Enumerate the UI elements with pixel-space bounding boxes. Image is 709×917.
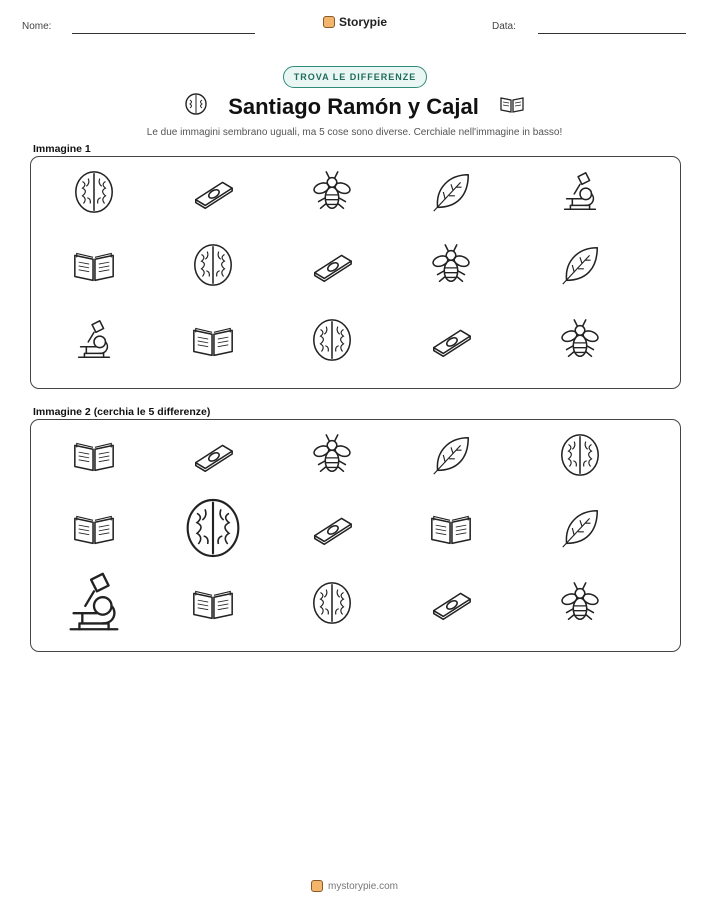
footer-url: mystorypie.com bbox=[327, 880, 398, 892]
book-icon[interactable] bbox=[71, 505, 117, 551]
slide-icon bbox=[190, 169, 236, 215]
footer bbox=[0, 880, 709, 892]
date-line[interactable] bbox=[538, 33, 686, 34]
microscope-icon[interactable] bbox=[59, 568, 129, 638]
title-text: Santiago Ramón y Cajal bbox=[228, 94, 479, 119]
date-label: Data: bbox=[492, 21, 516, 32]
brain-icon bbox=[190, 242, 236, 288]
image2-panel[interactable] bbox=[30, 419, 681, 652]
leaf-icon[interactable] bbox=[428, 432, 474, 478]
microscope-icon bbox=[557, 169, 603, 215]
book-icon[interactable] bbox=[428, 505, 474, 551]
slide-icon bbox=[309, 242, 355, 288]
instructions: Le due immagini sembrano uguali, ma 5 cose sono diverse. Cerchiale nell'immagine in basso! bbox=[146, 127, 563, 138]
brand-name: Storypie bbox=[339, 15, 388, 29]
brain-icon[interactable] bbox=[181, 496, 245, 560]
brain-icon bbox=[309, 317, 355, 363]
slide-icon[interactable] bbox=[428, 580, 474, 626]
activity-badge: TROVA LE DIFFERENZE bbox=[283, 66, 427, 88]
image2-label: Immagine 2 (cerchia le 5 differenze) bbox=[33, 406, 211, 418]
bee-icon bbox=[557, 317, 603, 363]
brain-icon bbox=[184, 92, 208, 122]
leaf-icon bbox=[428, 169, 474, 215]
bee-icon[interactable] bbox=[557, 580, 603, 626]
brain-icon bbox=[71, 169, 117, 215]
image1-panel bbox=[30, 156, 681, 389]
book-icon[interactable] bbox=[71, 432, 117, 478]
slide-icon[interactable] bbox=[309, 505, 355, 551]
image1-label: Immagine 1 bbox=[33, 143, 91, 155]
book-icon bbox=[499, 93, 525, 121]
microscope-icon bbox=[71, 317, 117, 363]
slide-icon bbox=[428, 317, 474, 363]
name-line[interactable] bbox=[72, 33, 255, 34]
page-title bbox=[0, 92, 709, 122]
brain-icon[interactable] bbox=[557, 432, 603, 478]
leaf-icon bbox=[557, 242, 603, 288]
book-icon bbox=[71, 242, 117, 288]
footer-mascot-icon bbox=[311, 880, 323, 892]
name-label: Nome: bbox=[22, 21, 52, 32]
bee-icon[interactable] bbox=[309, 432, 355, 478]
slide-icon[interactable] bbox=[190, 432, 236, 478]
brand-mascot-icon bbox=[323, 16, 335, 28]
book-icon[interactable] bbox=[190, 580, 236, 626]
leaf-icon[interactable] bbox=[557, 505, 603, 551]
book-icon bbox=[190, 317, 236, 363]
brand-logo bbox=[323, 15, 387, 29]
bee-icon bbox=[309, 169, 355, 215]
bee-icon bbox=[428, 242, 474, 288]
brain-icon[interactable] bbox=[309, 580, 355, 626]
